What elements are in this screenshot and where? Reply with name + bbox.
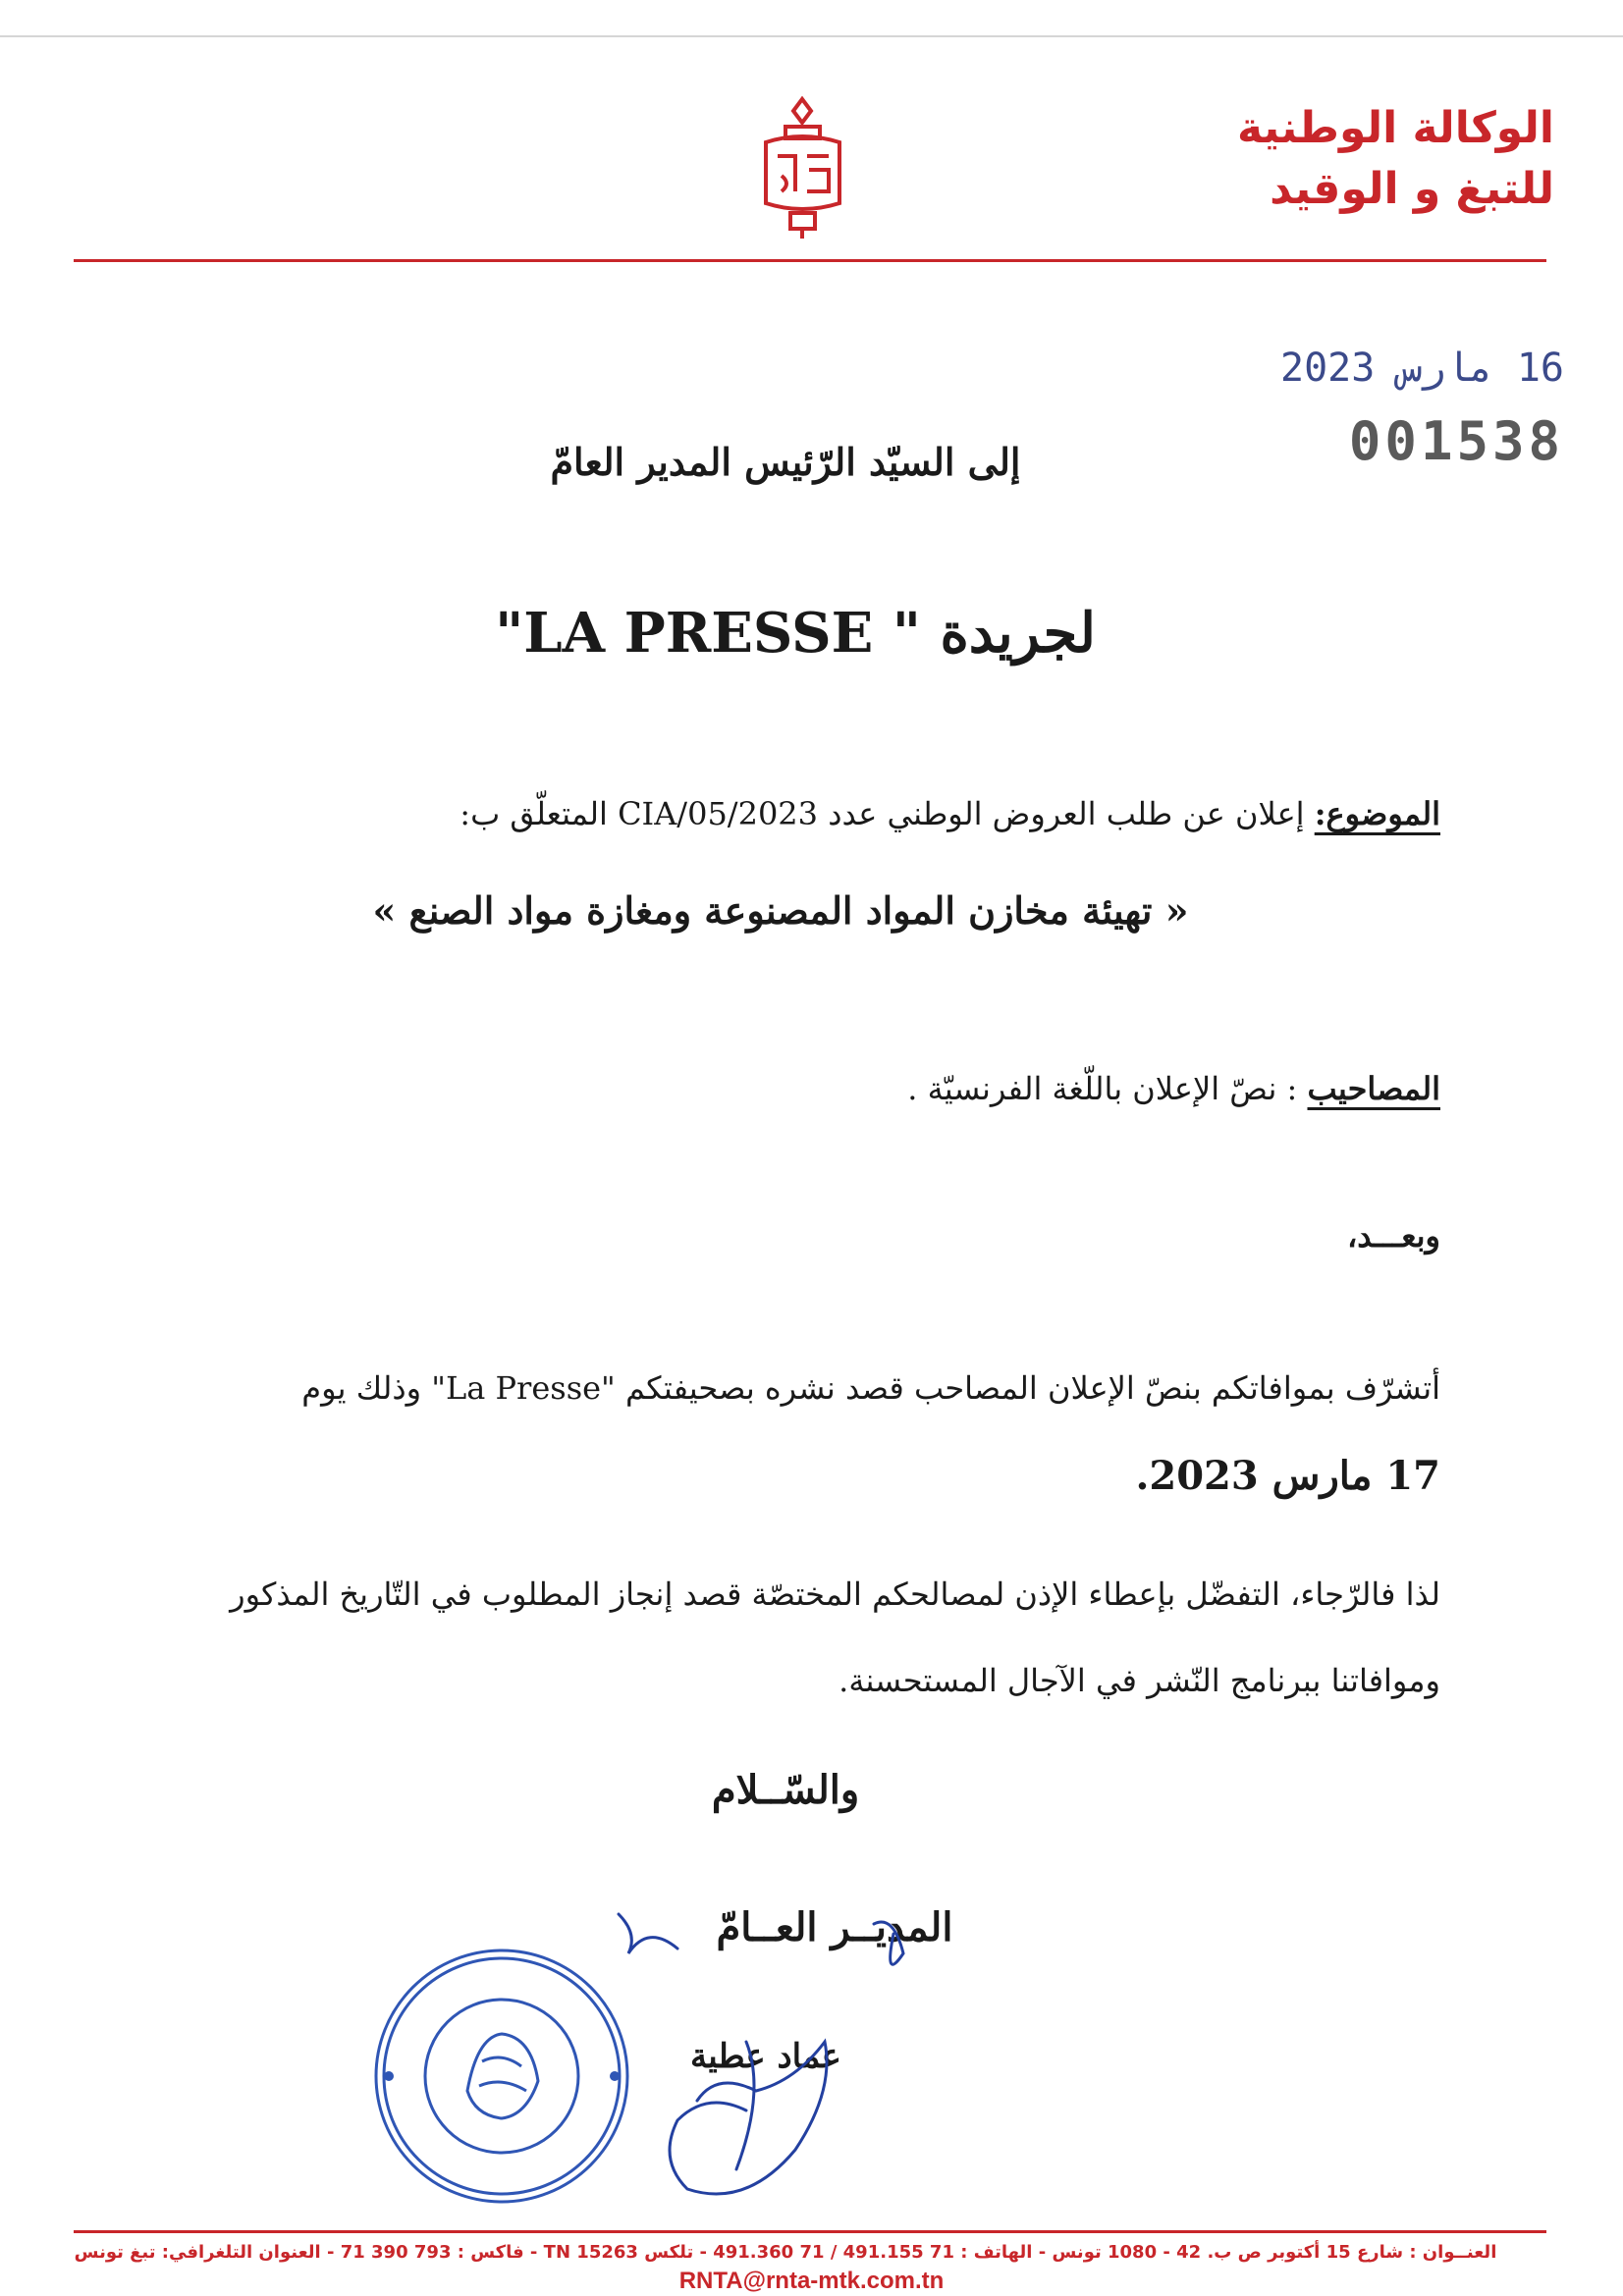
newspaper-name: لجريدة " LA PRESSE"	[495, 601, 1096, 666]
body-paragraph-1: أتشرّف بموافاتكم بنصّ الإعلان المصاحب قصد نشره بصحيفتكم "La Presse" وذلك يوم	[301, 1369, 1440, 1407]
publication-date: 17 مارس 2023.	[1135, 1453, 1440, 1499]
attachment-line	[557, 1070, 1440, 1107]
footer-address: العنــوان : شارع 15 أكتوبر ص ب. 42 - 1080 تونس - الهاتف : 71 491.155 / 71 491.360 - تلكس 15263 TN - فاكس : 793 390 71 - العنوان التلغرافي: تبغ تونس	[74, 2242, 1497, 2263]
signer-title: المديــر العــامّ	[716, 1904, 953, 1950]
body-paragraph-3: وموافاتنا ببرنامج النّشر في الآجال المستحسنة.	[839, 1662, 1440, 1699]
recipient-line: إلى السيّد الرّئيس المدير العامّ	[550, 440, 1021, 484]
rnta-logo-icon	[746, 93, 859, 240]
organization-name	[1142, 98, 1554, 220]
handwritten-signature-icon	[599, 1895, 972, 2209]
greeting: وبعـــد،	[1346, 1217, 1440, 1255]
stamp-reference-number: 001538	[1348, 410, 1564, 472]
attachment-text: : نصّ الإعلان باللّغة الفرنسيّة .	[907, 1070, 1308, 1107]
closing-salutation: والسّــلام	[711, 1767, 860, 1813]
official-seal-icon	[369, 1944, 634, 2209]
top-divider	[0, 35, 1623, 37]
footer-email: RNTA@rnta-mtk.com.tn	[678, 2268, 945, 2294]
subject-line	[360, 795, 1440, 832]
body-paragraph-2: لذا فالرّجاء، التفضّل بإعطاء الإذن لمصالحكم المختصّة قصد إنجاز المطلوب في التّاريخ المذكور	[230, 1575, 1440, 1613]
footer-divider	[74, 2230, 1546, 2233]
signer-name: عماد عطية	[690, 2037, 841, 2076]
organization-name-line1: الوكالة الوطنية	[1236, 103, 1554, 153]
subject-title: « تهيئة مخازن المواد المصنوعة ومغازة مواد الصنع »	[372, 888, 1189, 933]
subject-label: الموضوع:	[1314, 795, 1440, 832]
header-divider	[74, 259, 1546, 262]
subject-text: إعلان عن طلب العروض الوطني عدد 2023/CIA/05 المتعلّق ب:	[460, 795, 1315, 832]
attachment-label: المصاحيب	[1307, 1070, 1440, 1107]
stamp-date: 16 مارس 2023	[1280, 346, 1564, 391]
organization-name-line2: للتبغ و الوقيد	[1270, 164, 1554, 214]
